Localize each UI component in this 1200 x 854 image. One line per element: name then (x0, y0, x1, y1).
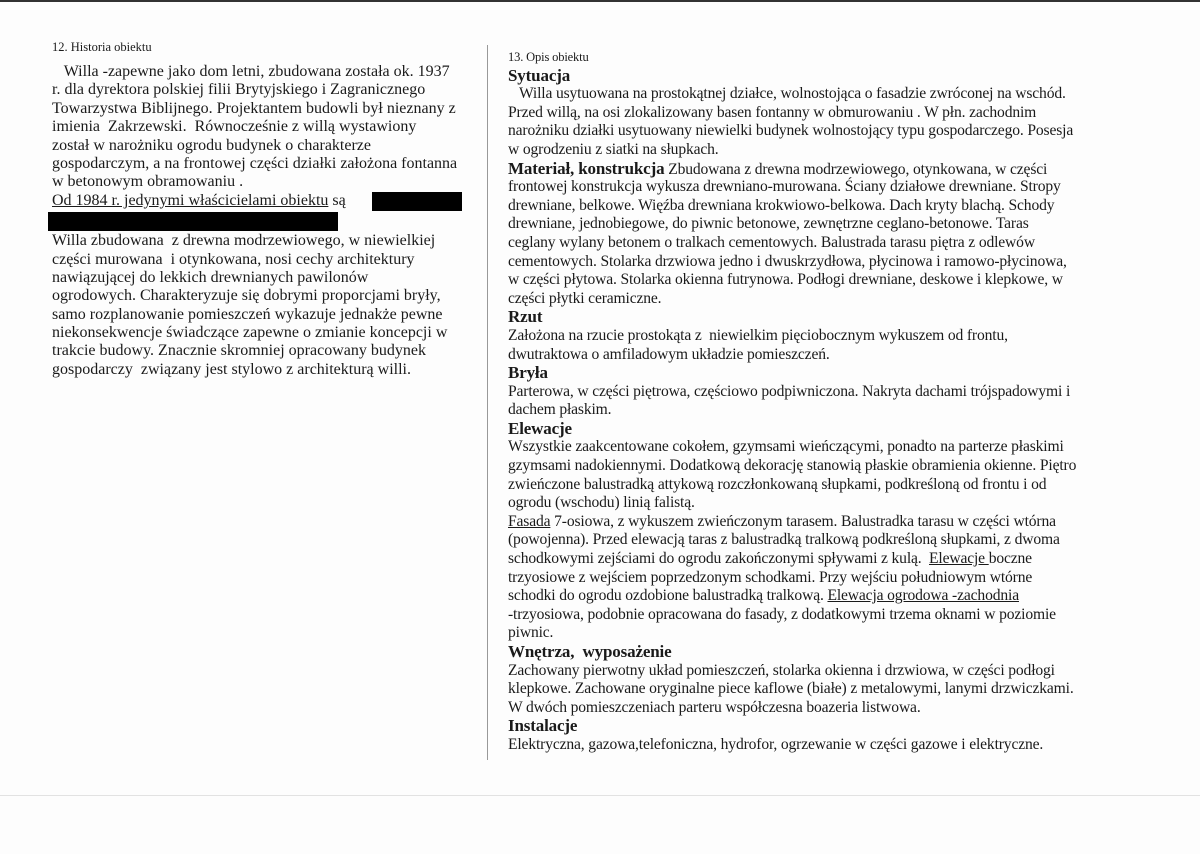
text-segment: Przed willą, na osi zlokalizowany basen fontanny w obmurowaniu . W płn. zachodnim (508, 103, 1037, 121)
redaction-box (48, 212, 338, 231)
text-segment: imienia Zakrzewski. Równocześnie z willą wystawiony (52, 118, 417, 136)
text-segment: Zbudowana z drewna modrzewiowego, otynkowana, w części (664, 160, 1048, 178)
underlined-text: Fasada (508, 512, 551, 530)
text-line (508, 494, 1148, 513)
text-line (508, 141, 1148, 160)
text-segment: 7-osiowa, z wykuszem zwieńczonym tarasem. Balustradka tarasu w części wtórna (550, 512, 1056, 530)
text-segment: Zachowany pierwotny układ pomieszczeń, stolarka okienna i drzwiowa, w części podłogi (508, 661, 1055, 679)
text-line (52, 306, 472, 324)
text-segment: trakcie budowy. Znacznie skromniej opracowany budynek (52, 342, 426, 360)
text-segment: nawiązującej do lekkich drewnianych pawilonów (52, 268, 369, 286)
description-text (508, 67, 1148, 755)
text-segment: ceglany wylany betonem o tralkach cementowych. Balustrada tarasu piętra z odlewów (508, 233, 1035, 251)
underlined-text: Elewacje (929, 550, 989, 568)
subsection-heading (508, 717, 1148, 736)
text-segment: piwnic. (508, 624, 554, 642)
subsection-heading (508, 308, 1148, 327)
text-line (508, 550, 1148, 569)
text-segment: ogrodu (wschodu) linią falistą. (508, 494, 695, 512)
text-line (52, 361, 472, 379)
text-segment: dwutraktowa o amfiladowym układzie pomieszczeń. (508, 345, 830, 363)
text-segment: są (328, 191, 346, 209)
text-segment: Willa usytuowana na prostokątnej działce, wolnostojąca o fasadzie zwróconej na wschód. (508, 85, 1066, 103)
subsection-heading (508, 420, 1148, 439)
text-line (508, 383, 1148, 402)
underlined-text: Elewacja ogrodowa -zachodnia (827, 587, 1019, 605)
text-line (508, 271, 1148, 290)
text-line (508, 85, 1148, 104)
section-13-description (508, 48, 1148, 755)
text-segment: narożniku działki usytuowany niewielki budynek wolnostojący typu gospodarczego. Posesja (508, 122, 1074, 140)
text-segment: został w narożniku ogrodu budynek o charakterze (52, 136, 371, 154)
text-line (508, 253, 1148, 272)
text-segment: Założona na rzucie prostokąta z niewielkim pięciobocznym wykuszem od frontu, (508, 326, 1008, 344)
text-segment: ogrodowych. Charakteryzuje się dobrymi proporcjami bryły, (52, 287, 441, 305)
text-line (508, 234, 1148, 253)
text-segment: Parterowa, w części piętrowa, częściowo podpiwniczona. Nakryta dachami trójspadowymi i (508, 382, 1071, 400)
text-segment: trzyosiowe z wejściem poprzedzonym schodkami. Przy wejściu południowym wtórne (508, 568, 1033, 586)
subsection-heading (508, 67, 1148, 86)
subsection-heading (508, 364, 1148, 383)
text-segment: samo rozplanowanie pomieszczeń wykazuje jednakże pewne (52, 305, 443, 323)
text-line (508, 476, 1148, 495)
text-segment: niekonsekwencje świadczące zapewne o zmianie koncepcji w (52, 324, 448, 342)
text-segment: w betonowym obramowaniu . (52, 173, 244, 191)
text-line (52, 342, 472, 360)
underlined-text: Od 1984 r. jedynymi właścicielami obiektu (52, 191, 329, 209)
text-line (52, 118, 472, 136)
section-heading: 13. Opis obiektu (508, 50, 589, 64)
text-line (508, 513, 1148, 532)
text-segment: gzymsami nadokiennymi. Dodatkową dekorację stanowią płaskie obramienia okienne. Piętro (508, 457, 1077, 475)
text-segment: drewniane, belkowe. Więźba drewniana krokwiowo-belkowa. Dach kryty blachą. Schody (508, 196, 1055, 214)
text-line (52, 287, 472, 305)
text-line (508, 197, 1148, 216)
text-line (52, 269, 472, 287)
bold-label: Materiał, konstrukcja (508, 158, 665, 178)
text-segment: Willa zbudowana z drewna modrzewiowego, w niewielkiej (52, 232, 436, 250)
text-line (508, 327, 1148, 346)
text-segment: Towarzystwa Biblijnego. Projektantem budowli był nieznany z (52, 99, 456, 117)
text-line (508, 587, 1148, 606)
text-segment: Wszystkie zaakcentowane cokołem, gzymsami wieńczącymi, ponadto na parterze płaskimi (508, 438, 1064, 456)
text-line (52, 324, 472, 342)
text-segment: Willa -zapewne jako dom letni, zbudowana została ok. 1937 (52, 62, 450, 80)
text-line (52, 155, 472, 173)
scan-top-edge (0, 0, 1200, 2)
bold-label: Instalacje (508, 716, 578, 736)
text-line (508, 178, 1148, 197)
text-line (508, 662, 1148, 681)
bold-label: Rzut (508, 307, 543, 327)
text-line (52, 232, 472, 250)
text-line (508, 606, 1148, 625)
text-line (508, 736, 1148, 755)
text-segment: r. dla dyrektora polskiej filii Brytyjskiego i Zagranicznego (52, 81, 426, 99)
text-line (508, 680, 1148, 699)
text-line (508, 290, 1148, 309)
text-line (52, 137, 472, 155)
text-line (508, 438, 1148, 457)
scan-bottom-line (0, 795, 1200, 796)
text-line (508, 569, 1148, 588)
text-segment: drewniane, jednobiegowe, do piwnic betonowe, zewnętrzne ceglano-betonowe. Taras (508, 215, 1029, 233)
text-line (52, 81, 472, 99)
text-line (508, 624, 1148, 643)
text-line (508, 122, 1148, 141)
section-heading: 12. Historia obiektu (52, 40, 152, 54)
text-segment: boczne (988, 550, 1032, 568)
redaction-box (372, 192, 462, 211)
text-segment: schodki do ogrodu ozdobione balustradką tralkową. (508, 587, 828, 605)
subsection-heading (508, 643, 1148, 662)
text-segment: -trzyosiowa, podobnie opracowana do fasady, z dodatkowymi trzema oknami w poziomie (508, 605, 1056, 623)
text-line (508, 346, 1148, 365)
text-line (52, 173, 472, 191)
text-line (508, 531, 1148, 550)
text-line (508, 104, 1148, 123)
text-segment: (powojenna). Przed elewacją taras z balustradką tralkową podkreśloną słupkami, z dwoma (508, 531, 1060, 549)
text-line (508, 401, 1148, 420)
text-line (508, 160, 1148, 179)
bold-label: Sytuacja (508, 65, 571, 85)
text-line (52, 251, 472, 269)
text-segment: w części płytowa. Stolarka okienna futrynowa. Podłogi drewniane, deskowe i klepkowe, w (508, 271, 1063, 289)
text-segment: gospodarczym, a na frontowej części działki założona fontanna (52, 154, 458, 172)
text-segment: frontowej konstrukcja wykusza drewniano-murowana. Ściany działowe drewniane. Stropy (508, 178, 1061, 196)
text-segment: W dwóch pomieszczeniach parteru współczesna boazeria listwowa. (508, 698, 921, 716)
text-segment: części murowana i otynkowana, nosi cechy architektury (52, 250, 415, 268)
text-line (508, 699, 1148, 718)
text-segment: schodkowymi zejściami do ogrodu zakończonymi spływami z kulą. (508, 550, 930, 568)
bold-label: Elewacje (508, 418, 572, 438)
text-segment: cementowych. Stolarka drzwiowa jedno i dwuskrzydłowa, płycinowa i ramowo-płycinowa, (508, 252, 1067, 270)
text-line (508, 457, 1148, 476)
text-line (52, 63, 472, 81)
text-segment: dachem płaskim. (508, 401, 612, 419)
text-segment: zwieńczone balustradką attykową rozczłonkowaną słupkami, podkreśloną od frontu i od (508, 475, 1047, 493)
text-segment: w ogrodzeniu z siatki na słupkach. (508, 140, 719, 158)
text-segment: gospodarczy związany jest stylowo z architekturą willi. (52, 360, 411, 378)
column-divider (487, 45, 488, 760)
text-segment: Elektryczna, gazowa,telefoniczna, hydrofor, ogrzewanie w części gazowe i elektryczne. (508, 735, 1044, 753)
text-line (52, 100, 472, 118)
text-segment: części płytki ceramiczne. (508, 289, 662, 307)
text-line (508, 215, 1148, 234)
bold-label: Wnętrza, wyposażenie (508, 642, 672, 661)
text-segment: klepkowe. Zachowane oryginalne piece kaflowe (białe) z metalowymi, lanymi drzwiczkami. (508, 680, 1074, 698)
bold-label: Bryła (508, 363, 548, 383)
